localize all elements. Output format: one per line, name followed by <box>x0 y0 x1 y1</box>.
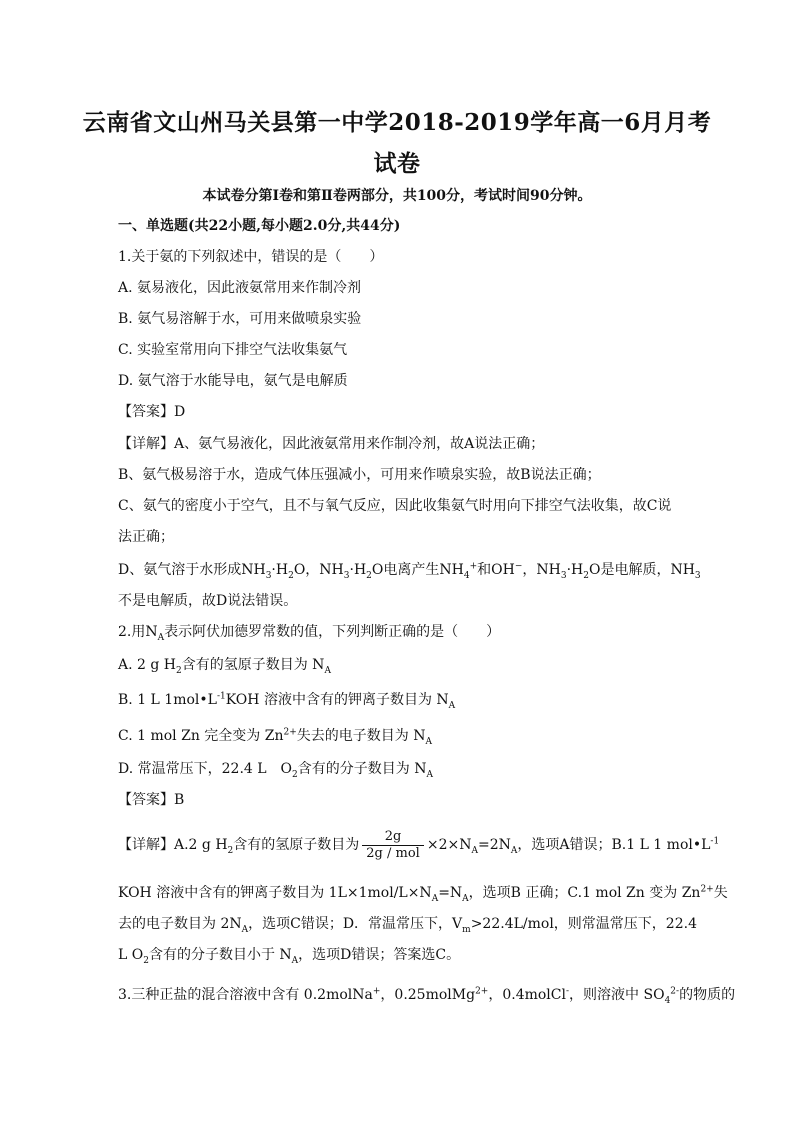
question-1-explanation-c-cont: 法正确； <box>118 529 174 545</box>
question-1-answer: 【答案】D <box>118 404 186 420</box>
question-2-explanation-3: 去的电子数目为 $2N_A$，选项C错误；D．常温常压下，$V_m>22.4L$/mol，则常温常压下，22.4 <box>118 916 697 935</box>
question-1-option-b: B. 氨气易溶解于水，可用来做喷泉实验 <box>118 311 362 327</box>
question-2-option-b: B. 1 L $1mol•L^{-1}KOH$ 溶液中含有的钾离子数目为 $N_A$ <box>118 691 456 711</box>
question-1-explanation-c: C、氨气的密度小于空气，且不与氧气反应，因此收集氨气时用向下排空气法收集，故C说 <box>118 498 672 514</box>
question-2-answer: 【答案】B <box>118 792 185 808</box>
question-2-option-a: A. 2 g $H_2$含有的氢原子数目为 $N_A$ <box>118 657 331 676</box>
fraction: $\frac{2g}{\text{2g / mol}}$ <box>362 829 424 862</box>
question-2-stem: 2.用$N_A$表示阿伏加德罗常数的值，下列判断正确的是（ ） <box>118 624 501 643</box>
question-1-explanation-a: 【详解】A、氨气易液化，因此液氨常用来作制冷剂，故A说法正确； <box>118 436 545 452</box>
question-1-stem: 1.关于氨的下列叙述中，错误的是（ ） <box>118 249 384 265</box>
question-1-explanation-b: B、氨气极易溶于水，造成气体压强减小，可用来作喷泉实验，故B说法正确； <box>118 467 601 483</box>
question-3-stem: 3.三种正盐的混合溶液中含有 0.2molNa+，0.25molMg$^{2+}$，0.4molCl-，则溶液中 $SO_4^{2-}$的物质的 <box>118 986 736 1006</box>
section-heading: 一、单选题(共22小题,每小题2.0分,共44分) <box>118 218 401 234</box>
question-1-option-a: A. 氨易液化，因此液氨常用来作制冷剂 <box>118 280 362 296</box>
question-1-explanation-d-cont: 不是电解质，故D说法错误。 <box>118 593 298 609</box>
question-2-explanation-2: KOH 溶液中含有的钾离子数目为 $1L\times 1mol/L\times N_A=N_A$，选项B 正确；C.1 mol Zn 变为 $Zn^{2+}$失 <box>118 884 728 904</box>
question-2-option-c: C. 1 mol Zn 完全变为 $Zn^{2+}$失去的电子数目为 $N_A$ <box>118 727 432 747</box>
exam-instructions: 本试卷分第Ⅰ卷和第Ⅱ卷两部分，共100分，考试时间90分钟。 <box>202 188 592 204</box>
question-2-explanation-4: L $O_2$含有的分子数目小于 $N_A$，选项D错误；答案选C。 <box>118 947 461 966</box>
document-title-line2: 试卷 <box>373 150 421 177</box>
question-1-option-c: C. 实验室常用向下排空气法收集氨气 <box>118 342 348 358</box>
document-title-line1: 云南省文山州马关县第一中学2018-2019学年高一6月月考 <box>82 109 712 136</box>
question-2-explanation-1: 【详解】A.2 g $H_2$含有的氢原子数目为 $\frac{2g}{\text{2g / mol}}$ $\times 2\times N_A=2N_A$，选项A错误；B.1 L 1 $mol•L^{-1}$ <box>118 828 720 861</box>
question-1-option-d: D. 氨气溶于水能导电，氨气是电解质 <box>118 373 348 389</box>
question-1-explanation-d: D、氨气溶于水形成$NH_3\cdot H_2O$，$NH_3\cdot H_2O$电离产生$NH_4^+$和OH−，$NH_3\cdot H_2O$是电解质，$NH_3$ <box>118 561 701 581</box>
question-2-option-d: D. 常温常压下，22.4 L $O_2$含有的分子数目为 $N_A$ <box>118 761 433 780</box>
